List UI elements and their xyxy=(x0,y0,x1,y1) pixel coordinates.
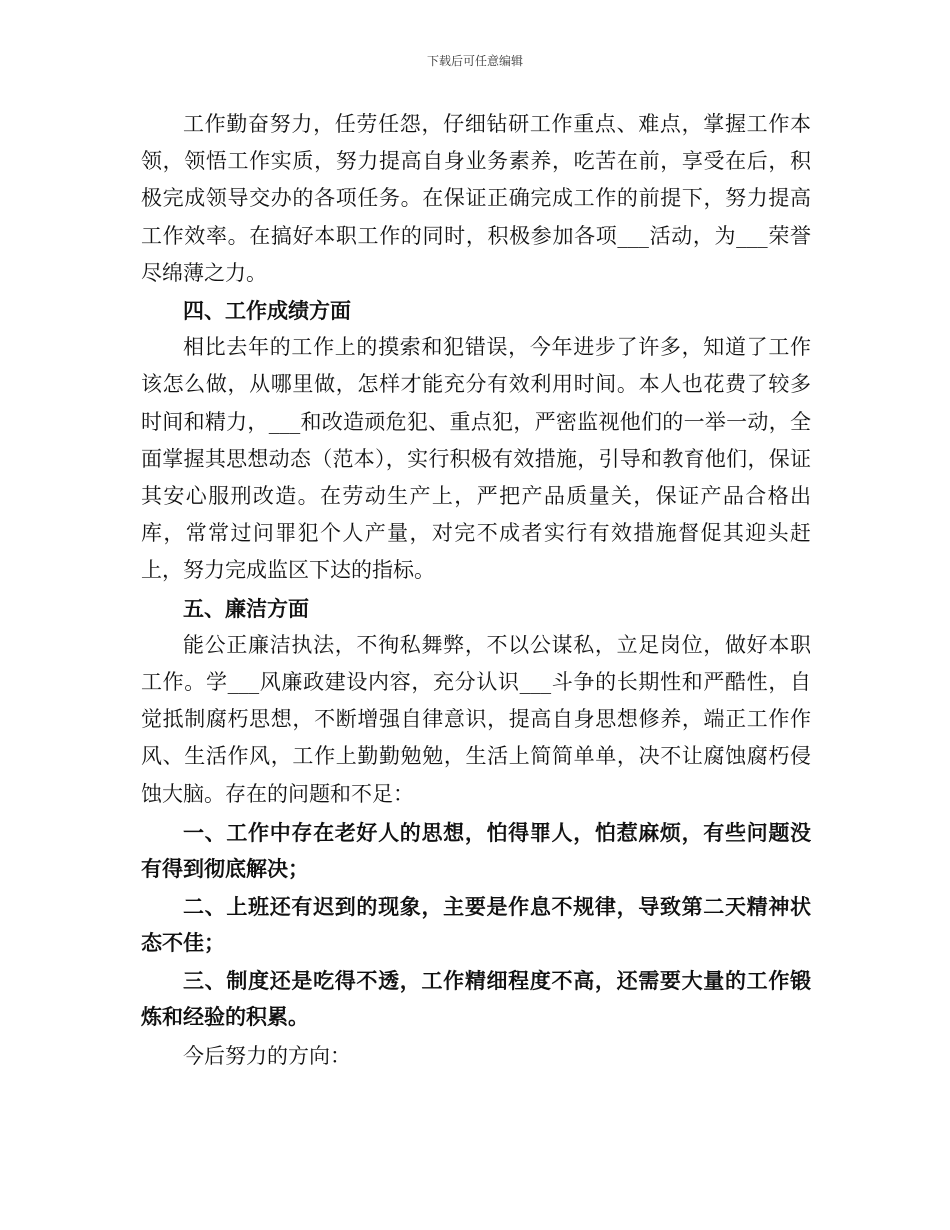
section-heading-achievements: 四、工作成绩方面 xyxy=(183,298,351,324)
paragraph-work-attitude: 工作勤奋努力，任劳任怨，仔细钻研工作重点、难点，掌握工作本领，领悟工作实质，努力提高自身业务素养，吃苦在前，享受在后，积极完成领导交办的各项任务。在保证正确完成工作的前提下，努力提高工作效率。在搞好本职工作的同时，积极参加各项___活动，为___荣誉尽绵薄之力。 xyxy=(141,112,811,285)
paragraph-future-direction: 今后努力的方向： xyxy=(183,1043,351,1068)
paragraph-integrity: 能公正廉洁执法，不徇私舞弊，不以公谋私，立足岗位，做好本职工作。学___风廉政建设内容，充分认识___斗争的长期性和严酷性，自觉抵制腐朽思想，不断增强自律意识，提高自身思想修养，端正工作作风、生活作风，工作上勤勤勉勉，生活上简简单单，决不让腐蚀腐朽侵蚀大脑。存在的问题和不足： xyxy=(141,632,811,806)
section-heading-integrity: 五、廉洁方面 xyxy=(183,595,309,621)
paragraph-achievements: 相比去年的工作上的摸索和犯错误，今年进步了许多，知道了工作该怎么做，从哪里做，怎样才能充分有效利用时间。本人也花费了较多时间和精力，___和改造顽危犯、重点犯，严密监视他们的一举一动，全面掌握其思想动态（范本），实行积极有效措施，引导和教育他们，保证其安心服刑改造。在劳动生产上，严把产品质量关，保证产品合格出库，常常过问罪犯个人产量，对完不成者实行有效措施督促其迎头赶上，努力完成监区下达的指标。 xyxy=(141,335,811,583)
problem-item-2: 二、上班还有迟到的现象，主要是作息不规律，导致第二天精神状态不佳； xyxy=(141,893,811,956)
document-body xyxy=(141,106,811,1075)
problem-item-1: 一、工作中存在老好人的思想，怕得罪人，怕惹麻烦，有些问题没有得到彻底解决； xyxy=(141,819,811,882)
page-header: 下载后可任意编辑 xyxy=(426,54,523,68)
problem-item-3: 三、制度还是吃得不透，工作精细程度不高，还需要大量的工作锻炼和经验的积累。 xyxy=(141,967,811,1030)
